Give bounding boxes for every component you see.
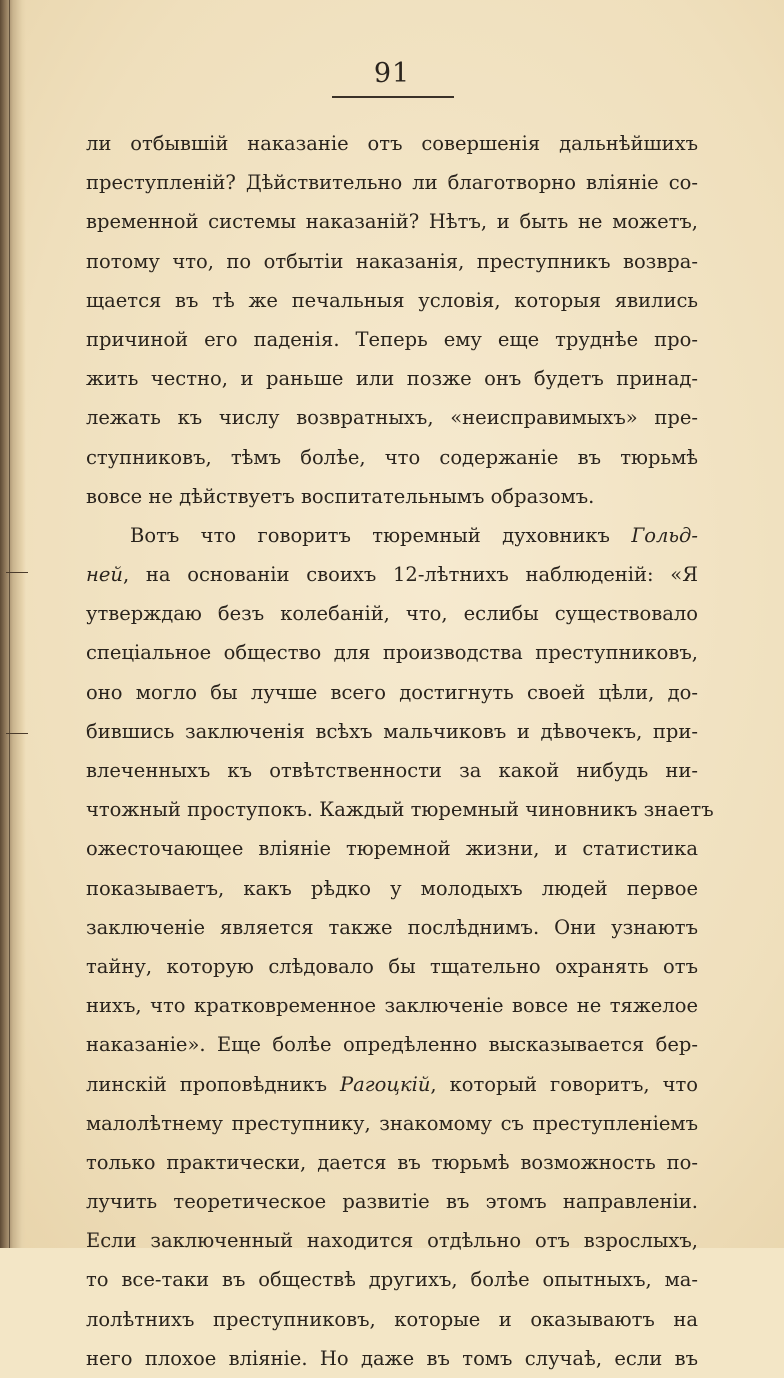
text-segment: лежать къ числу возвратныхъ, «неисправимыхъ» пре- [86, 406, 698, 430]
text-line [86, 869, 698, 908]
text-segment: ли отбывшій наказаніе отъ совершенія дальнѣйшихъ [86, 132, 698, 155]
text-segment: нихъ, что кратковременное заключеніе вовсе не тяжелое [86, 994, 698, 1018]
text-line [86, 1260, 698, 1299]
text-line [86, 1104, 698, 1143]
text-segment: , который говоритъ, что [430, 1072, 698, 1096]
italic-name: Рагоцкій [340, 1072, 431, 1096]
text-line [86, 986, 698, 1025]
text-line [86, 1143, 698, 1182]
text-line [86, 829, 698, 868]
text-line [86, 1339, 698, 1378]
text-line [86, 242, 698, 281]
text-segment: ожесточающее вліяніе тюремной жизни, и статистика [86, 837, 698, 861]
text-line [86, 555, 698, 594]
text-line [86, 438, 698, 477]
text-line [86, 202, 698, 241]
text-segment: него плохое вліяніе. Но даже въ томъ случаѣ, если въ [86, 1346, 698, 1370]
text-segment: оно могло бы лучше всего достигнуть своей цѣли, до- [86, 680, 698, 704]
text-line [86, 1300, 698, 1339]
text-line [86, 163, 698, 202]
text-line [86, 751, 698, 790]
text-line [86, 594, 698, 633]
text-segment: малолѣтнему преступнику, знакомому съ преступленіемъ [86, 1111, 698, 1135]
text-line [86, 908, 698, 947]
text-segment: показываетъ, какъ рѣдко у молодыхъ людей первое [86, 876, 698, 900]
text-segment: потому что, по отбытіи наказанія, преступникъ возвра- [86, 249, 698, 273]
text-segment: утверждаю безъ колебаній, что, еслибы существовало [86, 602, 698, 626]
binding-line [9, 0, 10, 1248]
text-line [86, 320, 698, 359]
text-line [86, 359, 698, 398]
text-segment: заключеніе является также послѣднимъ. Они узнаютъ [86, 915, 698, 939]
body-text [86, 124, 714, 1378]
text-segment: лолѣтнихъ преступниковъ, которые и оказываютъ на [86, 1307, 698, 1331]
italic-name: Гольд- [631, 523, 698, 547]
text-segment: только практически, дается въ тюрьмѣ возможность по- [86, 1150, 698, 1174]
margin-tick-mark [6, 733, 28, 734]
text-line [86, 1025, 698, 1064]
book-binding-edge [0, 0, 26, 1248]
text-segment: лучить теоретическое развитіе въ этомъ направленіи. [86, 1190, 698, 1214]
text-segment: тайну, которую слѣдовало бы тщательно охранять отъ [86, 954, 698, 978]
text-segment: временной системы наказаній? Нѣтъ, и быть не можетъ, [86, 210, 698, 234]
text-line [86, 1065, 698, 1104]
text-segment: вовсе не дѣйствуетъ воспитательнымъ образомъ. [86, 484, 595, 508]
text-segment: Вотъ что говоритъ тюремный духовникъ [130, 523, 632, 547]
text-segment: щается въ тѣ же печальныя условія, которыя явились [86, 288, 698, 312]
text-segment: причиной его паденія. Теперь ему еще труднѣе про- [86, 327, 698, 351]
text-line [86, 516, 698, 555]
italic-name: ней [86, 563, 123, 587]
text-line [86, 477, 698, 516]
text-segment: Если заключенный находится отдѣльно отъ взрослыхъ, [86, 1229, 698, 1253]
text-line [86, 790, 714, 829]
text-segment: чтожный проступокъ. Каждый тюремный чиновникъ знаетъ [86, 798, 714, 822]
text-segment: наказаніе». Еще болѣе опредѣленно высказывается бер- [86, 1033, 698, 1057]
margin-tick-mark [6, 572, 28, 573]
text-segment: преступленій? Дѣйствительно ли благотворно вліяніе со- [86, 171, 698, 195]
text-line [86, 633, 698, 672]
text-segment: влеченныхъ къ отвѣтственности за какой нибудь ни- [86, 759, 698, 782]
text-line [86, 124, 698, 163]
text-segment: спеціальное общество для производства преступниковъ, [86, 641, 698, 665]
text-segment: , на основаніи своихъ 12-лѣтнихъ наблюденій: «Я [122, 563, 698, 587]
text-line [86, 947, 698, 986]
text-segment: бившись заключенія всѣхъ мальчиковъ и дѣвочекъ, при- [86, 719, 698, 743]
text-segment: то все-таки въ обществѣ другихъ, болѣе опытныхъ, ма- [86, 1268, 698, 1292]
page-number: 91 [373, 58, 411, 89]
text-line [86, 673, 698, 712]
text-line [86, 281, 698, 320]
text-segment: линскій проповѣдникъ [86, 1072, 340, 1096]
text-line [86, 1182, 698, 1221]
text-segment: жить честно, и раньше или позже онъ будетъ принад- [86, 367, 698, 391]
text-line [86, 398, 698, 437]
header-rule [332, 96, 454, 98]
text-line [86, 1221, 698, 1260]
text-line [86, 712, 698, 751]
text-segment: ступниковъ, тѣмъ болѣе, что содержаніе въ тюрьмѣ [86, 445, 698, 469]
